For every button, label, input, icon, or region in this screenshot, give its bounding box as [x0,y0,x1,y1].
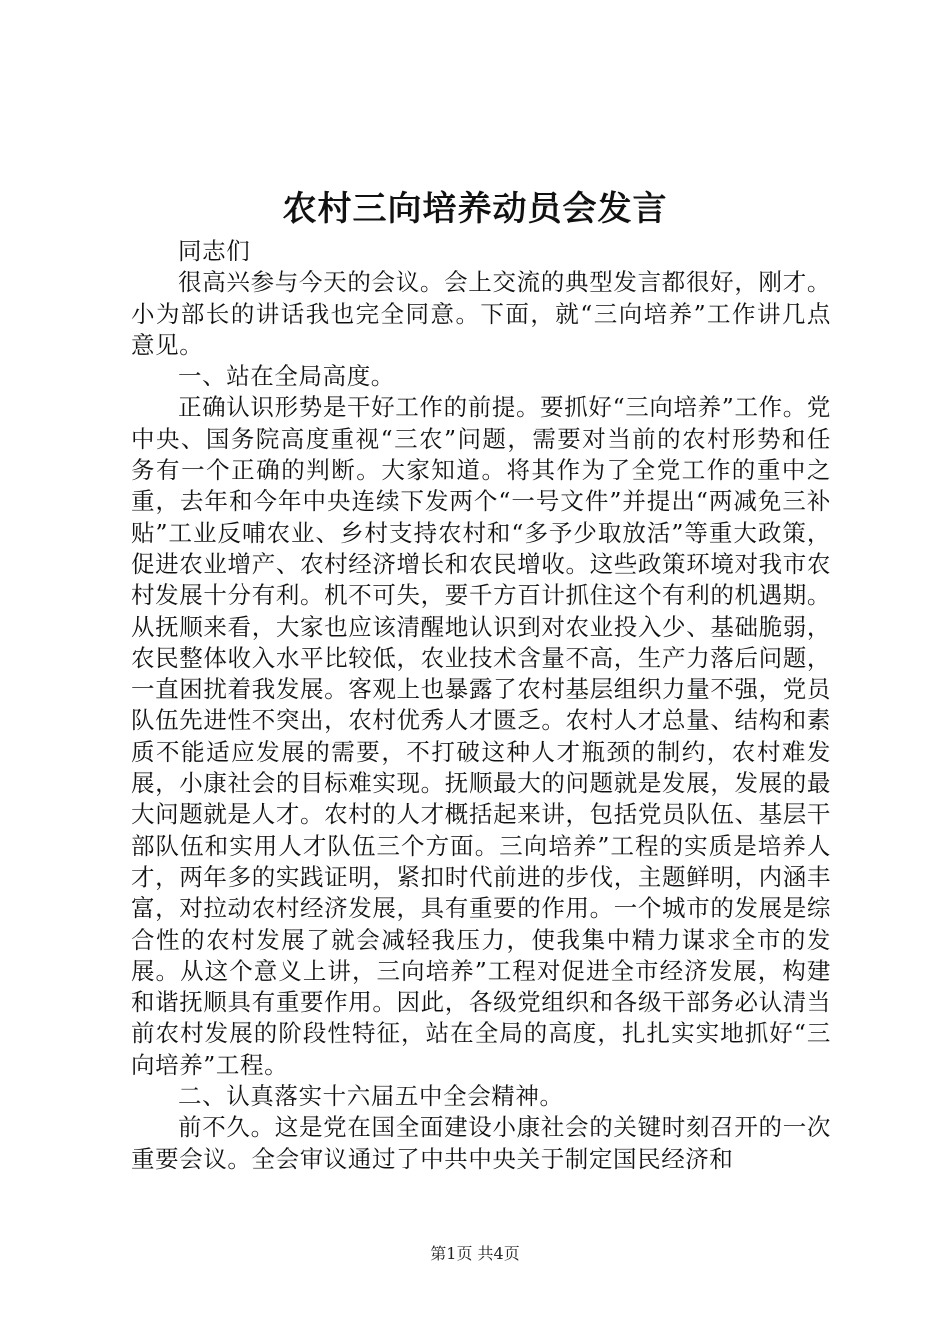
section-heading-1: 一、站在全局高度。 [178,362,395,391]
section-2-paragraph: 前不久。这是党在国全面建设小康社会的关键时刻召开的一次重要会议。全会审议通过了中共中央关于制定国民经济和 [131,1113,831,1173]
page-footer: 第1页 共4页 [430,1244,520,1263]
section-heading-2: 二、认真落实十六届五中全会精神。 [178,1082,564,1111]
document-title: 农村三向培养动员会发言 [282,189,668,229]
salutation-paragraph: 同志们 [178,237,251,265]
section-1-paragraph: 正确认识形势是干好工作的前提。要抓好“三向培养”工作。党中央、国务院高度重视“三农”问题，需要对当前的农村形势和任务有一个正确的判断。大家知道。将其作为了全党工作的重中之重，去年和今年中央连续下发两个“一号文件”并提出“两减免三补贴”工业反哺农业、乡村支持农村和“多予少取放活”等重大政策，促进农业增产、农村经济增长和农民增收。这些政策环境对我市农村发展十分有利。机不可失，要千方百计抓住这个有利的机遇期。从抚顺来看，大家也应该清醒地认识到对农业投入少、基础脆弱，农民整体收入水平比较低，农业技术含量不高，生产力落后问题，一直困扰着我发展。客观上也暴露了农村基层组织力量不强，党员队伍先进性不突出，农村优秀人才匮乏。农村人才总量、结构和素质不能适应发展的需要，不打破这种人才瓶颈的制约，农村难发展，小康社会的目标难实现。抚顺最大的问题就是发展，发展的最大问题就是人才。农村的人才概括起来讲，包括党员队伍、基层干部队伍和实用人才队伍三个方面。三向培养”工程的实质是培养人才，两年多的实践证明，紧扣时代前进的步伐，主题鲜明，内涵丰富，对拉动农村经济发展，具有重要的作用。一个城市的发展是综合性的农村发展了就会减轻我压力，使我集中精力谋求全市的发展。从这个意义上讲，三向培养”工程对促进全市经济发展，构建和谐抚顺具有重要作用。因此，各级党组织和各级干部务必认清当前农村发展的阶段性特征，站在全局的高度，扎扎实实地抓好“三向培养”工程。 [131,393,831,1079]
intro-paragraph: 很高兴参与今天的会议。会上交流的典型发言都很好，刚才。小为部长的讲话我也完全同意。下面，就“三向培养”工作讲几点意见。 [131,268,831,359]
document-body [131,236,831,1175]
